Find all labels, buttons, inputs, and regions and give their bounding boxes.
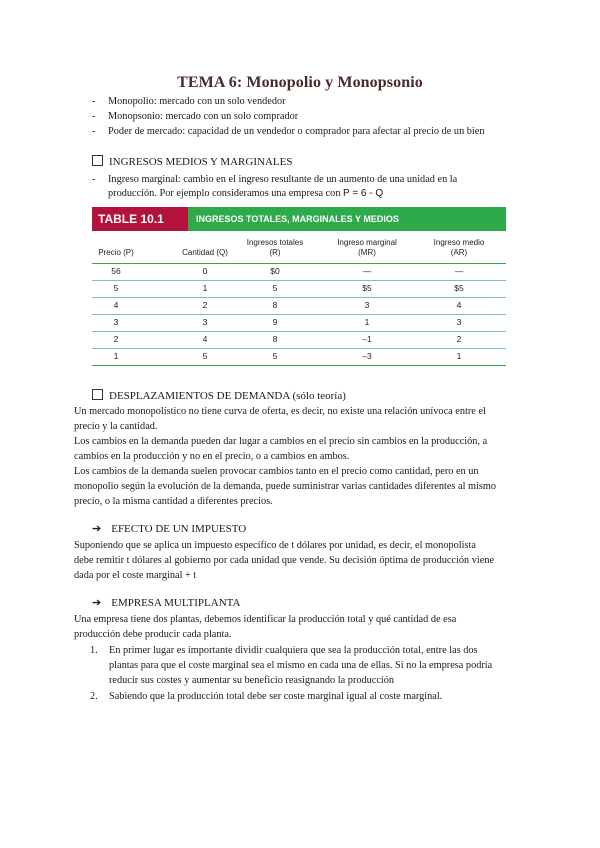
table-header-bar <box>92 207 506 231</box>
table-cell: 3 <box>202 317 208 327</box>
table-cell: 2 <box>113 334 119 344</box>
table-row <box>92 280 506 297</box>
demand-para-line: Los cambios en la demanda pueden dar lugar a cambios en el precio sin cambios en la producción, a <box>74 436 488 447</box>
section-heading-multiplanta <box>92 596 240 611</box>
table-row <box>92 348 506 365</box>
table-column-header <box>419 238 499 258</box>
tax-para-line: Suponiendo que se aplica un impuesto específico de t dólares por unidad, es decir, el monopolista <box>74 540 476 551</box>
table-cell: 2 <box>456 334 462 344</box>
table-cell: 8 <box>272 300 278 310</box>
header-line-1: Ingreso medio <box>433 238 485 247</box>
table-cell: 0 <box>202 266 208 276</box>
checkbox-icon[interactable] <box>92 389 103 400</box>
table-cell: $0 <box>270 266 280 276</box>
bullet-dash: - <box>92 96 96 107</box>
table-cell: 4 <box>456 300 462 310</box>
table-row <box>92 314 506 331</box>
tax-para-line: dada por el coste marginal + t <box>74 570 197 581</box>
table-cell: 5 <box>272 351 278 361</box>
table-cell: 8 <box>272 334 278 344</box>
marginal-bullet-line1: Ingreso marginal: cambio en el ingreso resultante de un aumento de una unidad en la <box>108 174 458 185</box>
list-number: 1. <box>90 645 98 656</box>
section-heading-desplazamientos <box>92 389 346 404</box>
section-heading-text: INGRESOS MEDIOS Y MARGINALES <box>109 156 293 168</box>
table-row <box>92 331 506 348</box>
intro-bullet-2: Monopsonio: mercado con un solo comprador <box>108 111 299 122</box>
table-cell: –3 <box>362 351 372 361</box>
demand-para-line: cambios en la producción y no en el precio, o a cambios en ambos. <box>74 451 350 462</box>
list-number: 2. <box>90 691 98 702</box>
demand-para-line: monopolio según la evolución de la demanda, puede suministrar varias cantidades diferentes al mismo <box>74 481 497 492</box>
section-heading-text: EMPRESA MULTIPLANTA <box>111 597 241 609</box>
multiplant-para-line: producción debe producir cada planta. <box>74 629 232 640</box>
table-cell: 1 <box>364 317 370 327</box>
table-cell: 3 <box>113 317 119 327</box>
section-heading-text: DESPLAZAMIENTOS DE DEMANDA (sólo teoría) <box>109 390 346 402</box>
table-cell: 2 <box>202 300 208 310</box>
demand-para-line: Un mercado monopolístico no tiene curva de oferta, es decir, no existe una relación unívoca entre el <box>74 406 486 417</box>
page-title: TEMA 6: Monopolio y Monopsonio <box>177 74 423 91</box>
checkbox-icon[interactable] <box>92 155 103 166</box>
table-cell: 1 <box>202 283 208 293</box>
table-label: TABLE 10.1 <box>92 207 188 231</box>
table-column-header <box>230 238 320 258</box>
demand-formula: P = 6 - Q <box>343 188 384 199</box>
list-item-1-line: En primer lugar es importante dividir cualquiera que sea la producción total, entre las dos <box>109 645 478 656</box>
header-line-1: Ingresos totales <box>246 238 304 247</box>
header-line-2: Cantidad (Q) <box>182 248 228 257</box>
header-line-2: (R) <box>269 248 281 257</box>
list-item-2-line: Sabiendo que la producción total debe ser coste marginal igual al coste marginal. <box>109 691 443 702</box>
list-item-1-line: plantas para que el coste marginal sea el mismo en cada una de ellas. Si no la empresa podría <box>109 660 493 671</box>
section-heading-ingresos <box>92 155 292 170</box>
table-cell: 5 <box>113 283 119 293</box>
table-cell: 56 <box>111 266 121 276</box>
table-cell: 9 <box>272 317 278 327</box>
table-cell: 4 <box>113 300 119 310</box>
intro-bullet-3: Poder de mercado: capacidad de un vendedor o comprador para afectar al precio de un bien <box>108 126 485 137</box>
table-row <box>92 263 506 280</box>
table-cell: 3 <box>456 317 462 327</box>
bullet-dash: - <box>92 126 96 137</box>
table-cell: 5 <box>202 351 208 361</box>
header-line-2: (MR) <box>358 248 376 257</box>
table-cell: 5 <box>272 283 278 293</box>
marginal-bullet-line2 <box>108 186 383 201</box>
tax-para-line: debe remitir t dólares al gobierno por cada unidad que vende. Su decisión óptima de producción viene <box>74 555 495 566</box>
table-cell: — <box>362 266 372 276</box>
table-cell: 3 <box>364 300 370 310</box>
demand-para-line: precio, o la misma cantidad a diferentes precios. <box>74 496 273 507</box>
header-line-2: (AR) <box>450 248 468 257</box>
revenue-table <box>92 207 506 365</box>
multiplant-para-line: Una empresa tiene dos plantas, debemos identificar la producción total y qué cantidad de esa <box>74 614 457 625</box>
arrow-right-icon: ➔ <box>92 597 102 609</box>
demand-para-line: precio y la cantidad. <box>74 421 158 432</box>
section-heading-impuesto <box>92 522 246 537</box>
table-cell: 4 <box>202 334 208 344</box>
table-cell: –1 <box>362 334 372 344</box>
table-bottom-rule <box>92 365 506 366</box>
table-caption: INGRESOS TOTALES, MARGINALES Y MEDIOS <box>188 207 506 231</box>
demand-para-line: Los cambios de la demanda suelen provocar cambios tanto en el precio como cantidad, pero en un <box>74 466 479 477</box>
intro-bullet-1: Monopolio: mercado con un solo vendedor <box>108 96 286 107</box>
table-column-header <box>81 238 151 258</box>
header-line-1 <box>81 238 151 248</box>
arrow-right-icon: ➔ <box>92 523 102 535</box>
header-line-2: Precio (P) <box>98 248 134 257</box>
table-cell: 1 <box>456 351 462 361</box>
table-column-header <box>322 238 412 258</box>
section-heading-text: EFECTO DE UN IMPUESTO <box>111 523 247 535</box>
bullet-dash: - <box>92 111 96 122</box>
table-cell: $5 <box>362 283 372 293</box>
header-line-1: Ingreso marginal <box>337 238 397 247</box>
table-cell: — <box>454 266 464 276</box>
list-item-1-line: reducir sus costes y aumentar su beneficio reasignando la producción <box>109 675 395 686</box>
table-cell: $5 <box>454 283 464 293</box>
table-row <box>92 297 506 314</box>
marginal-bullet-text: producción. Por ejemplo consideramos una empresa con <box>108 188 344 199</box>
table-cell: 1 <box>113 351 119 361</box>
bullet-dash: - <box>92 174 96 185</box>
